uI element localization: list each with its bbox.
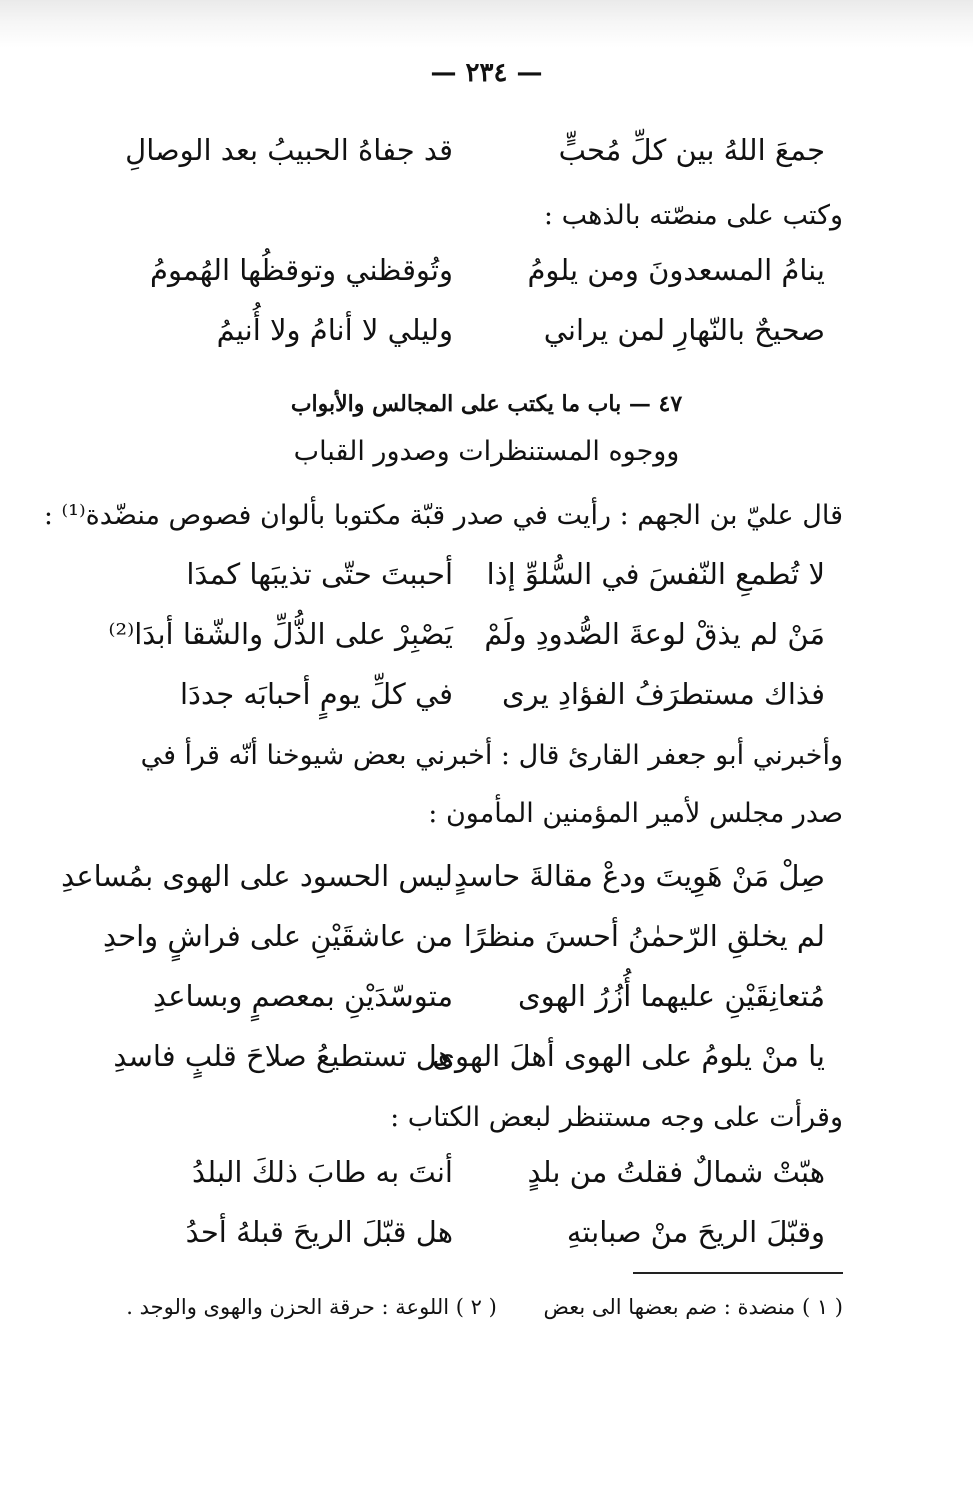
verse-hemistich-left: وليلي لا أنامُ ولا أُنيمُ (216, 313, 453, 347)
verse-hemistich-left: يَصْبِرْ على الذُّلِّ والشّقا أبدَا⁽²⁾ (108, 617, 453, 651)
footnotes (120, 1290, 843, 1324)
verse-line (0, 128, 973, 172)
verse-line (0, 308, 973, 352)
verse-hemistich-right: يا منْ يلومُ على الهوى أهلَ الهوى (432, 1039, 825, 1073)
verse-line (0, 672, 973, 716)
verse-line (0, 248, 973, 292)
verse-hemistich-right: صحيحٌ بالنّهارِ لمن يراني (543, 313, 825, 347)
verse-hemistich-left: أنتَ به طابَ ذلكَ البلدُ (192, 1155, 453, 1189)
prose-line: وقرأت على وجه مستنظر لبعض الكتاب : (390, 1102, 843, 1133)
scan-shading (0, 0, 973, 48)
verse-line (0, 974, 973, 1018)
footnote-2: ( ٢ ) اللوعة : حرقة الحزن والهوى والوجد . (126, 1295, 497, 1319)
verse-line (0, 914, 973, 958)
verse-hemistich-left: ليس الحسود على الهوى بمُساعدِ (61, 859, 453, 893)
verse-hemistich-right: مُتعانِقَيْنِ عليهما أُزُرُ الهوى (518, 979, 825, 1013)
prose-line: وأخبرني أبو جعفر القارئ قال : أخبرني بعض شيوخنا أنّه قرأ في (140, 740, 843, 771)
verse-hemistich-left: من عاشقَيْنِ على فراشٍ واحدِ (102, 919, 453, 953)
verse-hemistich-right: صِلْ مَنْ هَوِيتَ ودعْ مقالةَ حاسدٍ (453, 859, 825, 893)
section-subheading: ووجوه المستنظرات وصدور القباب (293, 436, 680, 467)
verse-hemistich-left: في كلِّ يومٍ أحبابَه جددَا (180, 677, 453, 711)
verse-hemistich-left: متوسّدَيْنِ بمعصمٍ وبساعدِ (153, 979, 453, 1013)
verse-line (0, 1150, 973, 1194)
verse-hemistich-left: هل تستطيعُ صلاحَ قلبٍ فاسدِ (113, 1039, 453, 1073)
verse-hemistich-right: لم يخلقِ الرّحمٰنُ أحسنَ منظرًا (463, 919, 825, 953)
page-number: — ٢٣٤ — (430, 58, 543, 88)
verse-hemistich-right: مَنْ لم يذقْ لوعةَ الصُّدودِ ولَمْ (484, 617, 825, 651)
prose-line: وكتب على منصّته بالذهب : (543, 200, 843, 231)
verse-hemistich-left: قد جفاهُ الحبيبُ بعد الوصالِ (125, 133, 453, 167)
footnote-separator (633, 1272, 843, 1274)
verse-line (0, 1034, 973, 1078)
prose-line: صدر مجلس لأمير المؤمنين المأمون : (428, 798, 843, 829)
verse-hemistich-right: فذاك مستطرَفُ الفؤادِ يرى (502, 677, 825, 711)
verse-hemistich-right: وقبّلَ الريحَ منْ صبابتهِ (566, 1215, 825, 1249)
verse-hemistich-left: أحببتَ حتّى تذيبَها كمدَا (186, 557, 453, 591)
prose-line: قال عليّ بن الجهم : رأيت في صدر قبّة مكتوبا بألوان فصوص منضّدة⁽¹⁾ : (43, 500, 843, 531)
verse-line (0, 612, 973, 656)
footnote-1: ( ١ ) منضدة : ضم بعضها الى بعض (543, 1295, 843, 1319)
verse-hemistich-right: ينامُ المسعدونَ ومن يلومُ (527, 253, 825, 287)
verse-hemistich-right: جمعَ اللهُ بين كلِّ مُحبٍّ (558, 133, 825, 167)
verse-line (0, 1210, 973, 1254)
verse-hemistich-right: هبّتْ شمالٌ فقلتُ من بلدٍ (527, 1155, 825, 1189)
verse-hemistich-left: هل قبّلَ الريحَ قبلهُ أحدُ (185, 1215, 453, 1249)
section-heading: ٤٧ — باب ما يكتب على المجالس والأبواب (290, 391, 683, 417)
verse-line (0, 854, 973, 898)
verse-hemistich-left: وتُوقظني وتوقظُها الهُمومُ (150, 253, 453, 287)
verse-hemistich-right: لا تُطمعِ النّفسَ في السُّلوِّ إذا (486, 557, 825, 591)
verse-line (0, 552, 973, 596)
